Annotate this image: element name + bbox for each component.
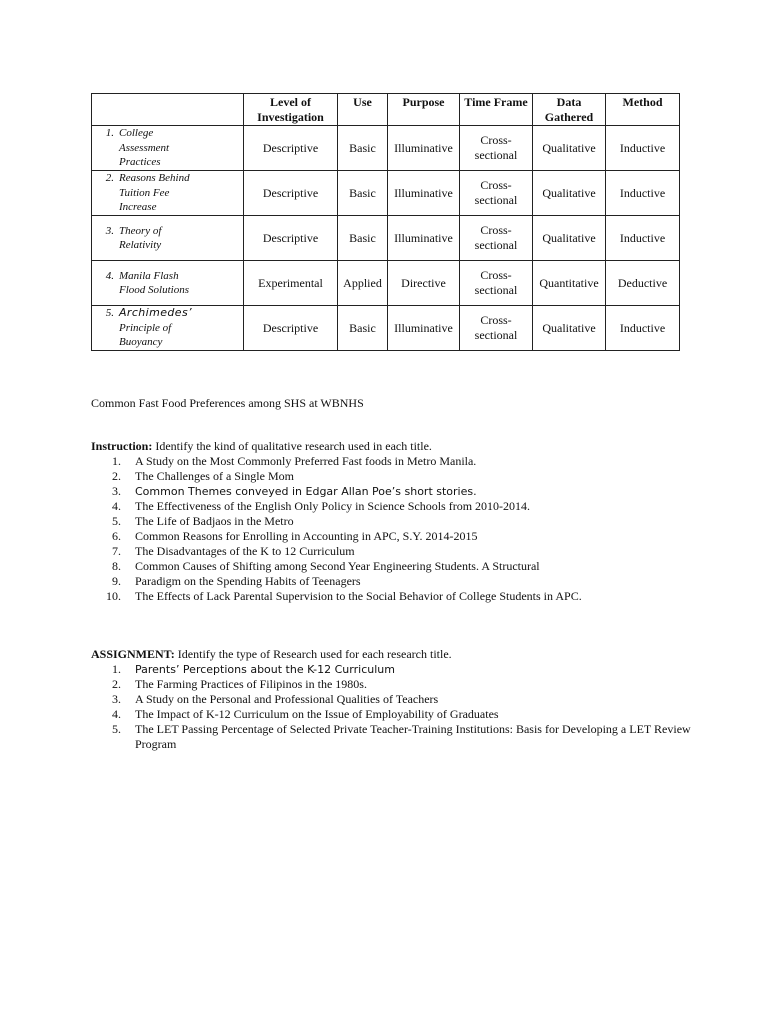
research-title-cell [92, 261, 244, 306]
purpose-cell: Directive [388, 261, 460, 306]
table-row [92, 126, 680, 171]
title-line: Assessment [119, 141, 170, 154]
table-header-cell [92, 94, 244, 126]
table-header-cell: Data Gathered [533, 94, 606, 126]
list-item-text: The Disadvantages of the K to 12 Curriculum [135, 544, 355, 558]
assignment-label: ASSIGNMENT: [91, 647, 175, 661]
list-item-text: A Study on the Personal and Professional Qualities of Teachers [135, 692, 439, 706]
list-item: 5. The LET Passing Percentage of Selected Private Teacher-Training Institutions: Basis for Developing a LET Review Program [112, 722, 691, 751]
instruction-heading [91, 439, 725, 454]
method-cell: Inductive [606, 126, 680, 171]
level-cell: Descriptive [244, 306, 338, 351]
list-item: 3. A Study on the Personal and Professional Qualities of Teachers [112, 692, 439, 706]
row-number: 5. [105, 307, 114, 320]
instruction-section [91, 439, 725, 604]
title-line: Buoyancy [119, 336, 163, 349]
assignment-list [91, 662, 725, 752]
time-frame-cell: Cross-sectional [460, 171, 533, 216]
list-item-text: The Life of Badjaos in the Metro [135, 514, 294, 528]
purpose-cell: Illuminative [388, 306, 460, 351]
data-gathered-cell: Qualitative [533, 126, 606, 171]
title-line: Archimedes’ [119, 306, 192, 320]
level-cell: Descriptive [244, 171, 338, 216]
research-title-cell [92, 216, 244, 261]
title-line: Reasons Behind [119, 172, 190, 185]
data-gathered-cell: Qualitative [533, 216, 606, 261]
title-line: Tuition Fee [119, 186, 170, 199]
assignment-section [91, 647, 725, 752]
list-item-text: The Effects of Lack Parental Supervision to the Social Behavior of College Students in APC. [135, 589, 582, 603]
list-item-text: Parents’ Perceptions about the K-12 Curriculum [135, 663, 395, 676]
level-cell: Experimental [244, 261, 338, 306]
time-frame-cell: Cross-sectional [460, 126, 533, 171]
table-header-row [92, 94, 680, 126]
list-item-text: The Challenges of a Single Mom [135, 469, 294, 483]
list-item-text: A Study on the Most Commonly Preferred Fast foods in Metro Manila. [135, 454, 477, 468]
use-cell: Applied [338, 261, 388, 306]
instruction-text: Identify the kind of qualitative research used in each title. [152, 439, 432, 453]
method-cell: Inductive [606, 306, 680, 351]
assignment-heading [91, 647, 725, 662]
list-item-text: The Impact of K-12 Curriculum on the Issue of Employability of Graduates [135, 707, 499, 721]
list-item: 1. Parents’ Perceptions about the K-12 Curriculum [112, 662, 395, 676]
title-line: Practices [119, 156, 161, 169]
list-item: 2. The Farming Practices of Filipinos in the 1980s. [112, 677, 367, 691]
time-frame-cell: Cross-sectional [460, 216, 533, 261]
table-row [92, 261, 680, 306]
list-item-text: The Farming Practices of Filipinos in the 1980s. [135, 677, 367, 691]
purpose-cell: Illuminative [388, 171, 460, 216]
list-item: 6. Common Reasons for Enrolling in Accounting in APC, S.Y. 2014-2015 [112, 529, 478, 543]
method-cell: Inductive [606, 216, 680, 261]
data-gathered-cell: Qualitative [533, 306, 606, 351]
row-number: 1. [105, 127, 114, 140]
use-cell: Basic [338, 216, 388, 261]
title-line: Relativity [119, 239, 162, 251]
row-number: 2. [105, 172, 114, 185]
data-gathered-cell: Quantitative [533, 261, 606, 306]
list-item: 4. The Impact of K-12 Curriculum on the Issue of Employability of Graduates [112, 707, 499, 721]
method-cell: Deductive [606, 261, 680, 306]
assignment-text: Identify the type of Research used for each research title. [174, 647, 452, 661]
table-header-cell: Time Frame [460, 94, 533, 126]
list-item-text: The LET Passing Percentage of Selected Private Teacher-Training Institutions: Basis for Developing a LET Review Program [135, 722, 691, 751]
list-item: 10. The Effects of Lack Parental Supervision to the Social Behavior of College Students in APC. [106, 589, 582, 603]
use-cell: Basic [338, 171, 388, 216]
use-cell: Basic [338, 126, 388, 171]
instruction-list [91, 454, 725, 604]
row-number: 4. [105, 269, 114, 282]
time-frame-cell: Cross-sectional [460, 306, 533, 351]
time-frame-cell: Cross-sectional [460, 261, 533, 306]
list-item: 9. Paradigm on the Spending Habits of Teenagers [112, 574, 361, 588]
data-gathered-cell: Qualitative [533, 171, 606, 216]
list-item-text: Common Causes of Shifting among Second Year Engineering Students. A Structural [135, 559, 540, 573]
title-line: College [119, 127, 154, 140]
title-line: Principle of [119, 321, 172, 334]
table-header-cell: Purpose [388, 94, 460, 126]
list-item-text: Paradigm on the Spending Habits of Teenagers [135, 574, 361, 588]
title-line: Manila Flash [119, 269, 179, 282]
title-line: Increase [119, 201, 157, 214]
list-item-text: The Effectiveness of the English Only Policy in Science Schools from 2010-2014. [135, 499, 531, 513]
table-header-cell: Use [338, 94, 388, 126]
purpose-cell: Illuminative [388, 216, 460, 261]
level-cell: Descriptive [244, 126, 338, 171]
table-header-cell: Method [606, 94, 680, 126]
research-classification-table [91, 93, 680, 351]
list-item: 8. Common Causes of Shifting among Second Year Engineering Students. A Structural [112, 559, 540, 573]
table-row [92, 306, 680, 351]
use-cell: Basic [338, 306, 388, 351]
table-row [92, 216, 680, 261]
research-title-cell [92, 171, 244, 216]
purpose-cell: Illuminative [388, 126, 460, 171]
list-item: 3. Common Themes conveyed in Edgar Allan Poe’s short stories. [112, 484, 477, 498]
research-title-cell [92, 306, 244, 351]
method-cell: Inductive [606, 171, 680, 216]
table-row [92, 171, 680, 216]
list-item: 4. The Effectiveness of the English Only Policy in Science Schools from 2010-2014. [112, 499, 531, 513]
list-item: 2. The Challenges of a Single Mom [112, 469, 294, 483]
instruction-label: Instruction: [91, 439, 153, 453]
table-header-cell: Level of Investigation [244, 94, 338, 126]
row-number: 3. [105, 224, 114, 237]
list-item-text: Common Reasons for Enrolling in Accounting in APC, S.Y. 2014-2015 [135, 529, 478, 543]
caption-text: Common Fast Food Preferences among SHS at WBNHS [91, 396, 364, 410]
level-cell: Descriptive [244, 216, 338, 261]
title-line: Theory of [119, 224, 162, 237]
title-line: Flood Solutions [119, 284, 189, 296]
list-item-text: Common Themes conveyed in Edgar Allan Poe’s short stories. [135, 485, 477, 498]
list-item: 5. The Life of Badjaos in the Metro [112, 514, 294, 528]
list-item: 1. A Study on the Most Commonly Preferred Fast foods in Metro Manila. [112, 454, 477, 468]
research-title-cell [92, 126, 244, 171]
list-item: 7. The Disadvantages of the K to 12 Curriculum [112, 544, 355, 558]
